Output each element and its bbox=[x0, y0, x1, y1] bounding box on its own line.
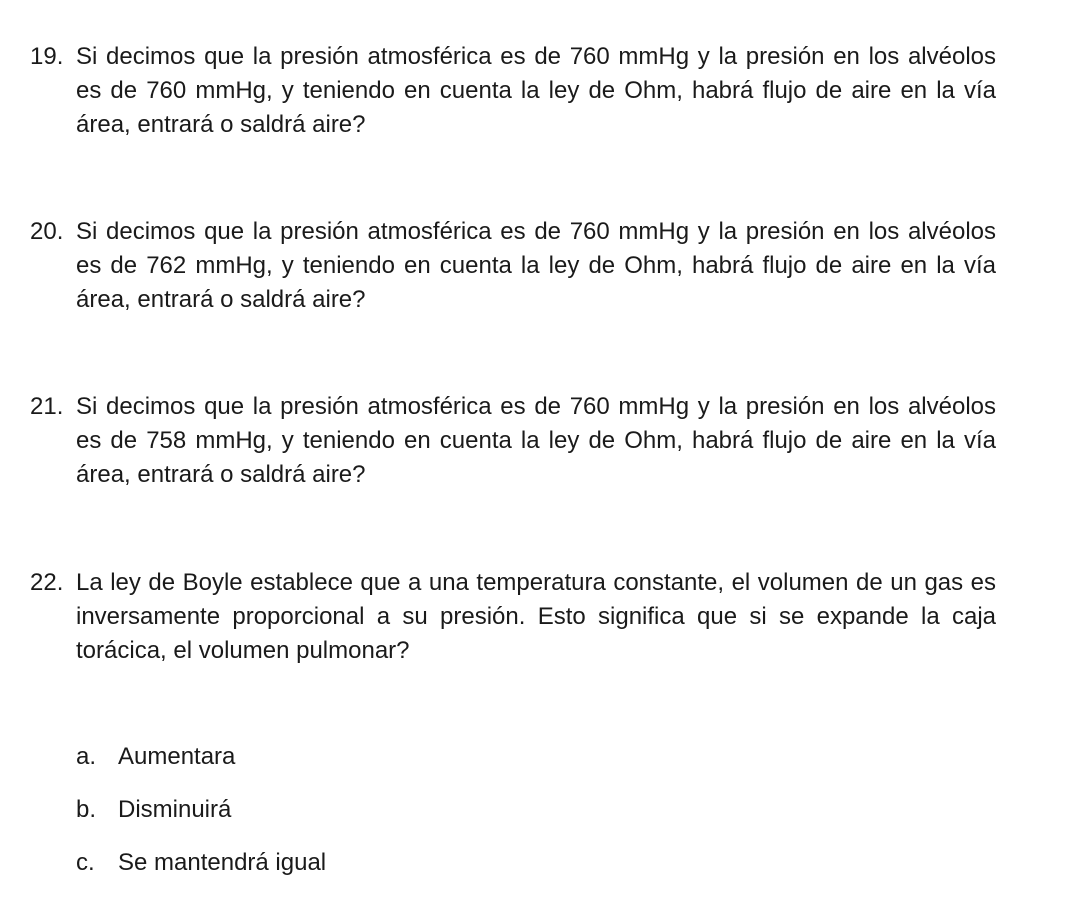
question-number: 22. bbox=[30, 569, 64, 596]
question-text: Si decimos que la presión atmosférica es de 760 mmHg y la presión en los alvéolos es de 762 mmHg, y teniendo en cuenta la ley de Ohm, habrá flujo de aire en la vía área, entrará o saldrá aire? bbox=[76, 218, 996, 313]
question-text: Si decimos que la presión atmosférica es de 760 mmHg y la presión en los alvéolos es de 760 mmHg, y teniendo en cuenta la ley de Ohm, habrá flujo de aire en la vía área, entrará o saldrá aire? bbox=[76, 43, 996, 138]
option-text: Se mantendrá igual bbox=[118, 849, 327, 876]
option-letter: a. bbox=[76, 743, 97, 770]
option-text: Aumentara bbox=[118, 743, 236, 770]
option-text: Disminuirá bbox=[118, 796, 232, 823]
option-c bbox=[76, 846, 476, 899]
question-21 bbox=[30, 390, 996, 492]
option-letter: c. bbox=[76, 849, 95, 876]
question-22 bbox=[30, 566, 996, 668]
option-letter: b. bbox=[76, 796, 97, 823]
answer-options bbox=[76, 740, 476, 899]
question-20 bbox=[30, 215, 996, 317]
question-number: 21. bbox=[30, 393, 64, 420]
question-text: La ley de Boyle establece que a una temperatura constante, el volumen de un gas es inversamente proporcional a su presión. Esto significa que si se expande la caja torácica, el volumen pulmonar? bbox=[76, 569, 996, 664]
question-19 bbox=[30, 40, 996, 142]
question-number: 20. bbox=[30, 218, 64, 245]
option-a bbox=[76, 740, 476, 793]
option-b bbox=[76, 793, 476, 846]
question-text: Si decimos que la presión atmosférica es de 760 mmHg y la presión en los alvéolos es de 758 mmHg, y teniendo en cuenta la ley de Ohm, habrá flujo de aire en la vía área, entrará o saldrá aire? bbox=[76, 393, 996, 488]
question-number: 19. bbox=[30, 43, 64, 70]
